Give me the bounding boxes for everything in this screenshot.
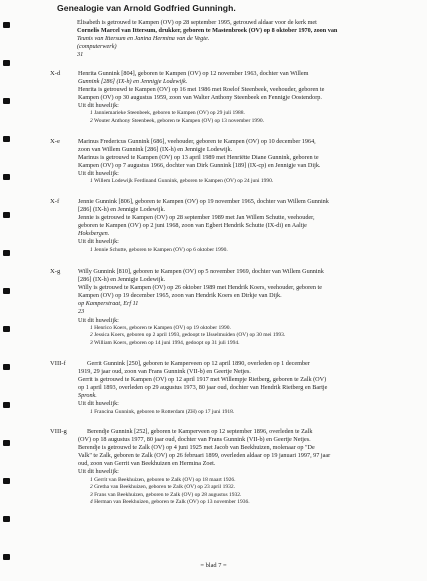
binding-hole bbox=[3, 98, 10, 104]
binding-hole bbox=[3, 22, 10, 28]
entry-line: 23 bbox=[78, 308, 85, 316]
genealogy-entry bbox=[50, 198, 398, 254]
binding-hole bbox=[3, 440, 10, 446]
entry-line: Willy is getrouwd te Kampen (OV) op 26 oktober 1989 met Hendrik Koers, veehouder, geboren te bbox=[78, 284, 323, 292]
entry-line: Gerrit is getrouwd te Kampen (OV) op 12 april 1917 met Willempje Rietberg, geboren te Zalk (OV) bbox=[78, 376, 327, 384]
entry-line: Hoksbergen. bbox=[78, 230, 110, 238]
binding-hole bbox=[3, 402, 10, 408]
entry-line: Uit dit huwelijk: bbox=[78, 468, 119, 476]
generation-code: VIII-g bbox=[50, 428, 67, 435]
entry-line: Henrita is getrouwd te Kampen (OV) op 16 mei 1986 met Roelof Steenbeek, veehouder, geboren te bbox=[78, 86, 325, 94]
entry-line: Jennie is getrouwd te Kampen (OV) op 28 september 1989 met Jan Willem Schutte, veehouder, bbox=[78, 214, 315, 222]
entry-line: Valk" te Zalk, geboren te Zalk (OV) op 26 februari 1899, overleden aldaar op 19 januari 1997, 97 jaar bbox=[78, 452, 331, 460]
entry-line: Gunnink [286] (IX-h) en Jennigje Lodewijk. bbox=[78, 78, 188, 86]
binding-hole bbox=[3, 212, 10, 218]
entry-line: Henrita Gunnink [804], geboren te Kampen (OV) op 12 november 1963, dochter van Willem bbox=[78, 70, 309, 77]
genealogy-entry bbox=[50, 70, 398, 126]
child-item: 4 Herman van Beekhuizen, geboren te Zalk (OV) op 13 november 1936. bbox=[90, 499, 250, 506]
binding-hole bbox=[3, 326, 10, 332]
child-item: 1 Jennie Schutte, geboren te Kampen (OV) op 6 oktober 1990. bbox=[90, 246, 228, 253]
binding-hole bbox=[3, 364, 10, 370]
entry-line: Willy Gunnink [810], geboren te Kampen (OV) op 5 november 1969, dochter van Willem Gunnink bbox=[78, 268, 324, 275]
binding-hole bbox=[3, 516, 10, 522]
entry-line: Berendje Gunnink [252], geboren te Kamperveen op 12 september 1896, overleden te Zalk bbox=[87, 428, 313, 435]
binding-hole bbox=[3, 136, 10, 142]
child-item: 1 Henrico Koers, geboren te Kampen (OV) op 19 oktober 1990. bbox=[90, 324, 231, 331]
intro-line: 31 bbox=[77, 51, 84, 59]
generation-code: X-f bbox=[50, 198, 60, 205]
child-item: 3 Frans van Beekhuizen, geboren te Zalk (OV) op 28 augustus 1932. bbox=[90, 491, 242, 498]
binding-hole bbox=[3, 174, 10, 180]
child-item: 2 Wouter Anthony Steenbeek, geboren te Kampen (OV) op 13 november 1990. bbox=[90, 118, 265, 125]
intro-line: Cornelis Marcel van Ittersum, drukker, geboren te Mastenbroek (OV) op 8 oktober 1970, zoon van bbox=[77, 27, 338, 35]
entry-line: Kampen (OV) op 7 augustus 1966, dochter van Dirk Gunnink [189] (IX-cp) en Jennigje van Dijk. bbox=[78, 162, 321, 170]
entry-line: [286] (IX-h) en Jennigje Lodewijk. bbox=[78, 276, 166, 284]
intro-line: (computerwerk) bbox=[77, 43, 117, 51]
entry-line: Spronk. bbox=[78, 392, 97, 400]
page-title: Genealogie van Arnold Godfried Gunningh. bbox=[57, 3, 236, 13]
generation-code: X-g bbox=[50, 268, 61, 275]
entry-line: Marinus Fredericus Gunnink [686], veehouder, geboren te Kampen (OV) op 10 december 1964, bbox=[78, 138, 316, 145]
entry-line: Berendje is getrouwd te Zalk (OV) op 4 juni 1925 met Jacob van Beekhuizen, molenaar op "De bbox=[78, 444, 315, 452]
genealogy-entry bbox=[50, 428, 398, 507]
binding-hole bbox=[3, 60, 10, 66]
binding-hole bbox=[3, 478, 10, 484]
generation-code: VIII-f bbox=[50, 360, 66, 367]
genealogy-entry bbox=[50, 268, 398, 347]
child-item: 1 Willem Lodewijk Ferdinand Gunnink, geboren te Kampen (OV) op 24 juni 1990. bbox=[90, 178, 274, 185]
entry-line: Uit dit huwelijk: bbox=[78, 238, 119, 246]
child-item: 1 Janniemarieke Steenbeek, geboren te Kampen (OV) op 29 juli 1988. bbox=[90, 110, 245, 117]
genealogy-entry bbox=[50, 360, 398, 416]
entry-line: Uit dit huwelijk: bbox=[78, 170, 119, 178]
entry-line: op 1 april 1893, overleden op 29 augustus 1973, 80 jaar oud, dochter van Hendrik Rietberg en Bartje bbox=[78, 384, 328, 392]
entry-line: op Kamperstraat, Erf 11 bbox=[78, 300, 139, 308]
generation-code: X-e bbox=[50, 138, 60, 145]
child-item: 3 William Koers, geboren op 14 juni 1994, gedoopt op 31 juli 1994. bbox=[90, 339, 240, 346]
intro-line: Elisabeth is getrouwd te Kampen (OV) op 28 september 1995, getrouwd aldaar voor de kerk met bbox=[77, 19, 317, 26]
binding-hole bbox=[3, 554, 10, 560]
child-item: 2 Gretha van Beekhuizen, geboren te Zalk (OV) op 23 april 1932. bbox=[90, 484, 235, 491]
entry-line: Jennie Gunnink [806], geboren te Kampen (OV) op 19 november 1965, dochter van Willem Gunnink bbox=[78, 198, 329, 205]
entry-line: Uit dit huwelijk: bbox=[78, 316, 119, 324]
child-item: 2 Jessica Koers, geboren op 2 april 1993, gedoopt te IJsselmuiden (OV) op 30 mei 1993. bbox=[90, 332, 286, 339]
entry-line: Kampen (OV) op 19 december 1965, zoon van Hendrik Koers en Dirkje van Dijk. bbox=[78, 292, 282, 300]
child-item: 1 Gerrit van Beekhuizen, geboren te Zalk (OV) op 18 maart 1926. bbox=[90, 476, 236, 483]
entry-line: 1919, 29 jaar oud, zoon van Frans Gunnink (VII-b) en Geertje Netjes. bbox=[78, 368, 251, 376]
intro-line: Teunis van Ittersum en Janina Hermina van de Vegte. bbox=[77, 35, 210, 43]
entry-line: (OV) op 18 augustus 1977, 80 jaar oud, dochter van Frans Gunnink (VII-b) en Geertje Netjes. bbox=[78, 436, 311, 444]
entry-line: Gerrit Gunnink [250], geboren te Kamperveen op 12 april 1890, overleden op 1 december bbox=[87, 360, 310, 367]
entry-line: Kampen (OV) op 30 augustus 1959, zoon van Walter Anthony Steenbeek en Fennigje Oostendorp. bbox=[78, 94, 322, 102]
entry-line: geboren te Kampen (OV) op 2 juni 1968, zoon van Egbert Hendrik Schutte (IX-di) en Aaltje bbox=[78, 222, 307, 230]
entry-line: Uit dit huwelijk: bbox=[78, 102, 119, 110]
generation-code: X-d bbox=[50, 70, 61, 77]
genealogy-entry bbox=[50, 138, 398, 186]
entry-line: [286] (IX-h) en Jennigje Lodewijk. bbox=[78, 206, 166, 214]
child-item: 1 Francina Gunnink, geboren te Rotterdam (ZH) op 17 juni 1918. bbox=[90, 408, 235, 415]
page-number: = blad 7 = bbox=[200, 562, 227, 569]
binding-holes bbox=[0, 0, 14, 581]
binding-hole bbox=[3, 288, 10, 294]
entry-line: zoon van Willem Gunnink [286] (IX-h) en Jennigje Lodewijk. bbox=[78, 146, 233, 154]
entry-line: oud, zoon van Gerrit van Beekhuizen en Hermina Zoet. bbox=[78, 460, 216, 468]
entry-line: Uit dit huwelijk: bbox=[78, 400, 119, 408]
intro-block bbox=[77, 19, 397, 59]
entry-line: Marinus is getrouwd te Kampen (OV) op 13 april 1989 met Henriëtte Diane Gunnink, geboren te bbox=[78, 154, 319, 162]
binding-hole bbox=[3, 250, 10, 256]
